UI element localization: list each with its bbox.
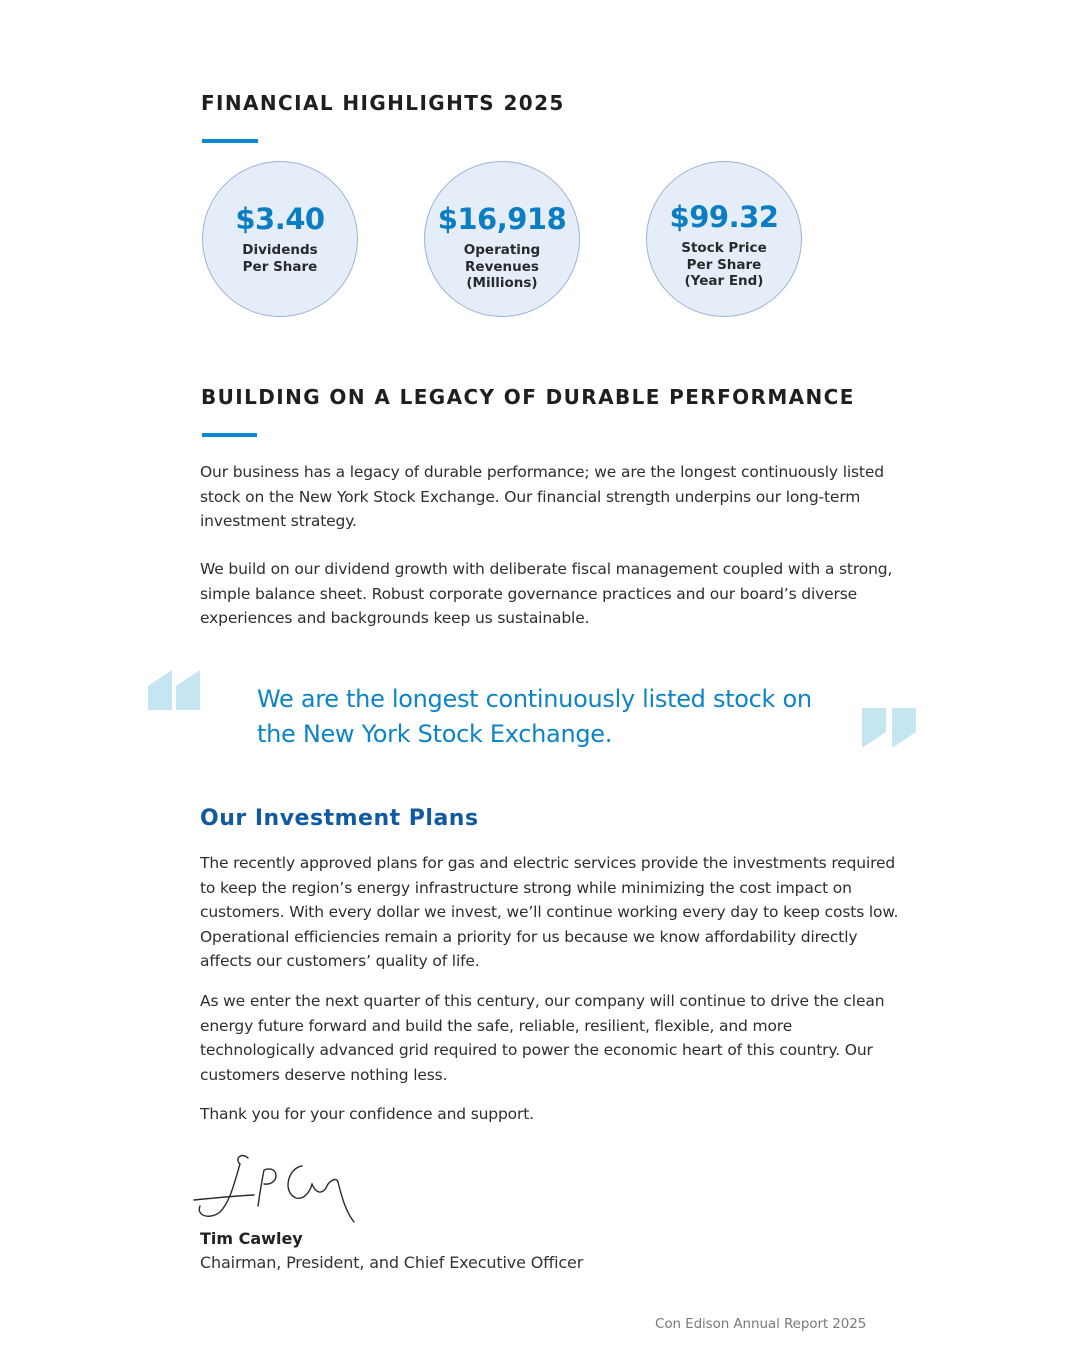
stat-circle-dividends <box>202 161 358 317</box>
legacy-paragraph-2: We build on our dividend growth with deliberate fiscal management coupled with a strong, simple balance sheet. Robust corporate governance practices and our board’s diverse experiences and backgrounds keep us sustainable. <box>200 560 893 627</box>
close-quote-icon <box>862 708 916 748</box>
closing-thanks: Thank you for your confidence and support. <box>200 1105 534 1123</box>
handwritten-signature <box>190 1150 370 1228</box>
stat-label: Dividends Per Share <box>242 242 318 275</box>
investment-plans-heading: Our Investment Plans <box>200 806 479 831</box>
stat-value: $16,918 <box>437 202 567 236</box>
stat-label: Operating Revenues (Millions) <box>463 242 541 291</box>
legacy-paragraph-1: Our business has a legacy of durable performance; we are the longest continuously listed stock on the New York Stock Exchange. Our financial strength underpins our long-term investment strategy. <box>200 463 884 530</box>
open-quote-icon <box>148 670 202 710</box>
signer-name: Tim Cawley <box>200 1229 303 1248</box>
heading-accent-rule <box>202 139 258 143</box>
investment-paragraph-1: The recently approved plans for gas and electric services provide the investments required to keep the region’s energy infrastructure strong while minimizing the cost impact on customers. With every dollar we invest, we’ll continue working every day to keep costs low. Operational efficiencies remain a priority for us because we know affordability directly affects our customers’ quality of life. <box>200 854 899 970</box>
stat-circle-revenues <box>424 161 580 317</box>
heading-accent-rule <box>202 433 257 437</box>
stat-label: Stock Price Per Share (Year End) <box>681 240 767 289</box>
stat-circle-stock-price <box>646 161 802 317</box>
stat-value: $99.32 <box>669 200 779 234</box>
legacy-heading: BUILDING ON A LEGACY OF DURABLE PERFORMANCE <box>201 385 855 409</box>
investment-paragraph-2: As we enter the next quarter of this century, our company will continue to drive the clean energy future forward and build the safe, reliable, resilient, flexible, and more technologically advanced grid required to power the economic heart of this country. Our customers deserve nothing less. <box>200 992 885 1084</box>
signer-title: Chairman, President, and Chief Executive Officer <box>200 1253 584 1272</box>
financial-highlights-heading: FINANCIAL HIGHLIGHTS 2025 <box>201 91 565 115</box>
stat-value: $3.40 <box>235 202 325 236</box>
page-footer: Con Edison Annual Report 2025 <box>655 1316 867 1332</box>
pull-quote-text: We are the longest continuously listed stock on the New York Stock Exchange. <box>257 685 812 748</box>
